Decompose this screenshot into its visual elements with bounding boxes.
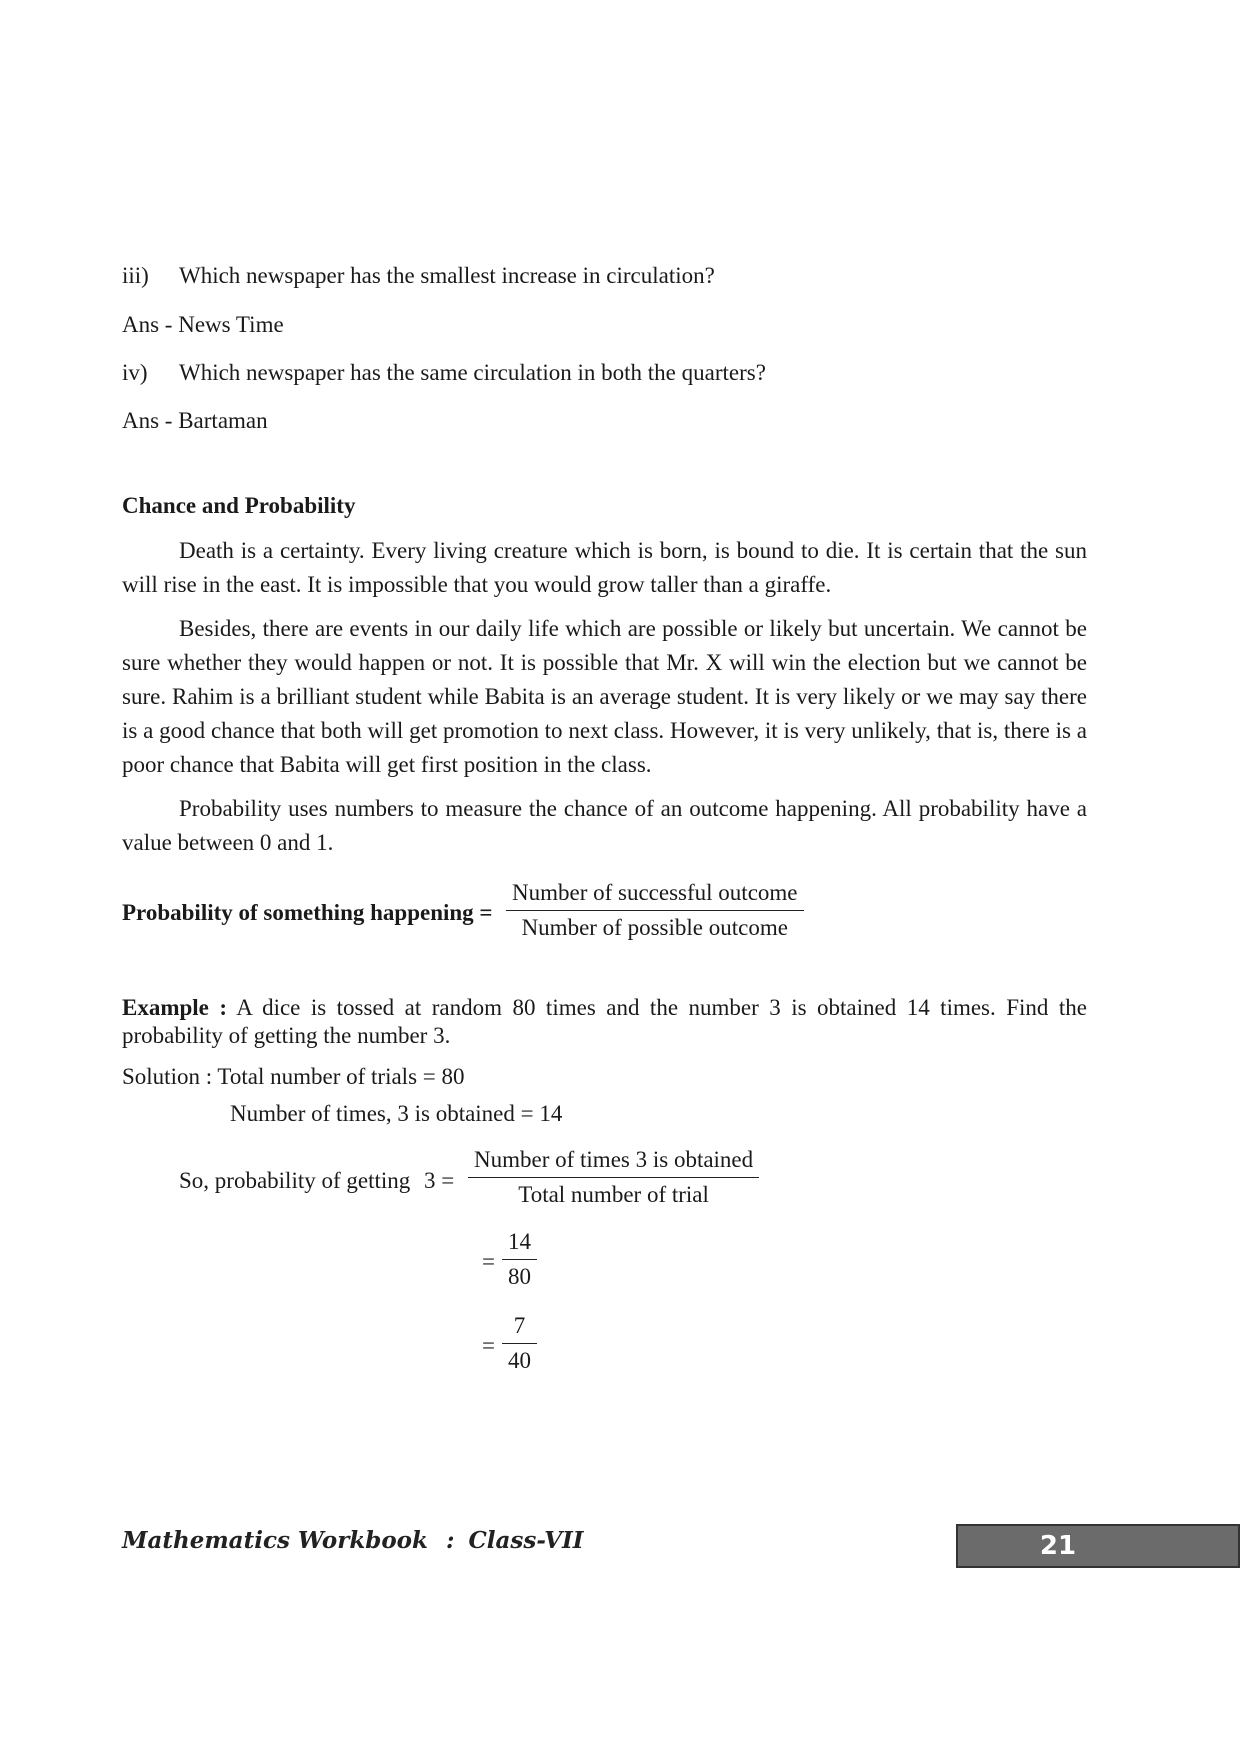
class-label: Class-VII	[468, 1527, 584, 1554]
solution-line-1: Solution : Total number of trials = 80	[122, 1064, 465, 1089]
answer-text: Ans - News Time	[122, 312, 284, 337]
equals-sign: =	[482, 1249, 495, 1274]
formula-numerator: Number of successful outcome	[512, 880, 798, 905]
fraction-denominator: 80	[502, 1259, 537, 1292]
fraction-denominator: 40	[502, 1343, 537, 1376]
answer-text: Ans - Bartaman	[122, 408, 268, 433]
paragraph: Besides, there are events in our daily life which are possible or likely but uncertain. We cannot be sure whether they would happen or not. It is possible that Mr. X will win the election but we cannot be sure. Rahim is a brilliant student while Babita is an average student. It is very likely or we may say there is a good chance that both will get promotion to next class. However, it is very unlikely, that is, there is a poor chance that Babita will get first position in the class.	[122, 616, 1087, 777]
page-number-box	[956, 1524, 1240, 1568]
solution-line-2: Number of times, 3 is obtained = 14	[230, 1101, 563, 1126]
page-number: 21	[1039, 1531, 1077, 1561]
equals-sign: =	[482, 1333, 495, 1358]
formula-denominator: Number of possible outcome	[506, 910, 804, 943]
fraction-numerator: 14	[508, 1229, 531, 1254]
probability-label: So, probability of getting	[179, 1168, 411, 1193]
question-text: Which newspaper has the same circulation in both the quarters?	[179, 360, 766, 385]
probability-variable: 3 =	[424, 1168, 455, 1193]
question-number: iii)	[122, 263, 149, 288]
example-text: A dice is tossed at random 80 times and the number 3 is obtained 14 times. Find the probability of getting the number 3.	[122, 995, 1087, 1048]
footer-book-title	[122, 1527, 584, 1554]
formula-label: Probability of something happening =	[122, 900, 493, 925]
question-number: iv)	[122, 360, 148, 385]
paragraph: Probability uses numbers to measure the chance of an outcome happening. All probability have a value between 0 and 1.	[122, 796, 1087, 855]
example-paragraph	[122, 994, 1087, 1050]
book-title: Mathematics Workbook	[122, 1527, 428, 1554]
section-heading: Chance and Probability	[122, 493, 356, 518]
probability-fraction	[468, 1145, 759, 1210]
paragraph: Death is a certainty. Every living creature which is born, is bound to die. It is certain that the sun will rise in the east. It is impossible that you would grow taller than a giraffe.	[122, 538, 1087, 597]
fraction-denominator: Total number of trial	[468, 1177, 759, 1210]
title-separator: :	[445, 1527, 455, 1554]
example-label: Example :	[122, 995, 228, 1020]
fraction-7-40	[502, 1311, 537, 1376]
question-text: Which newspaper has the smallest increase in circulation?	[179, 263, 715, 288]
fraction-14-80	[502, 1227, 537, 1292]
fraction-numerator: Number of times 3 is obtained	[474, 1147, 754, 1172]
formula-fraction	[506, 878, 804, 943]
fraction-numerator: 7	[513, 1313, 526, 1338]
